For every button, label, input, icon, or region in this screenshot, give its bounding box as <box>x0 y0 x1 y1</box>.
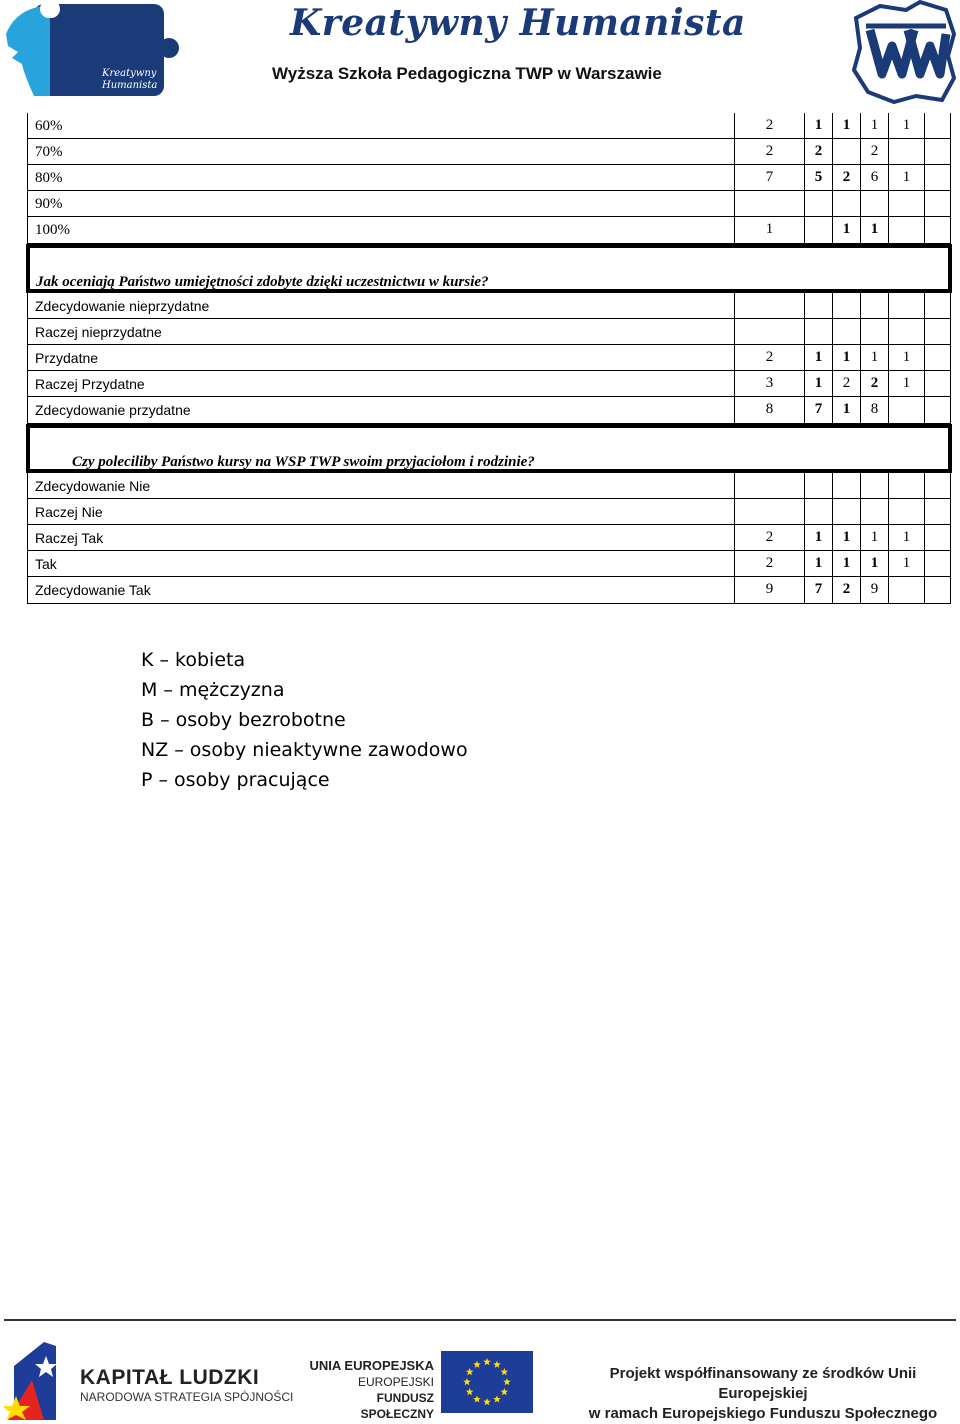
table-cell <box>888 577 924 603</box>
row-label: Tak <box>35 556 57 572</box>
table-row <box>27 165 951 191</box>
table-cell <box>924 113 951 138</box>
table-cell <box>924 165 951 190</box>
table-cell: 2 <box>832 165 860 190</box>
table-cell: 7 <box>734 165 804 190</box>
table-cell <box>832 293 860 318</box>
footer-divider <box>4 1319 956 1321</box>
table-cell: 1 <box>888 113 924 138</box>
table-cell <box>804 473 832 498</box>
table-cell: 5 <box>804 165 832 190</box>
table-cell <box>860 473 888 498</box>
survey-results-table <box>27 113 951 604</box>
page-header <box>0 0 960 110</box>
eu-flag-icon <box>441 1351 533 1413</box>
row-cells <box>734 345 951 370</box>
table-cell: 2 <box>734 525 804 550</box>
table-row <box>27 551 951 577</box>
table-cell <box>734 293 804 318</box>
project-line-2: w ramach Europejskiego Funduszu Społecznego <box>588 1405 938 1422</box>
table-cell <box>924 139 951 164</box>
table-cell <box>860 191 888 216</box>
table-cell: 2 <box>860 139 888 164</box>
table-cell: 1 <box>860 217 888 243</box>
row-label: 70% <box>35 144 63 160</box>
table-cell <box>924 525 951 550</box>
table-cell <box>888 473 924 498</box>
legend-item-m: M – mężczyzna <box>141 679 285 701</box>
table-cell: 1 <box>832 113 860 138</box>
table-cell <box>888 397 924 423</box>
table-row <box>27 139 951 165</box>
table-row <box>27 345 951 371</box>
row-label: Przydatne <box>35 350 99 366</box>
twp-poland-map-logo <box>850 0 958 106</box>
table-row <box>27 191 951 217</box>
question-row <box>26 244 952 293</box>
table-cell: 1 <box>888 165 924 190</box>
row-cells <box>734 319 951 344</box>
kapital-ludzki-title: KAPITAŁ LUDZKI <box>80 1366 260 1389</box>
table-cell: 1 <box>832 345 860 370</box>
header-title: Kreatywny Humanista <box>290 2 746 44</box>
row-cells <box>734 499 951 524</box>
table-cell: 1 <box>832 397 860 423</box>
table-cell: 2 <box>860 371 888 396</box>
table-cell <box>860 319 888 344</box>
row-cells <box>734 293 951 318</box>
table-cell <box>804 499 832 524</box>
row-label: Raczej nieprzydatne <box>35 324 162 340</box>
table-cell: 1 <box>832 217 860 243</box>
table-row <box>27 319 951 345</box>
logo-text-line1: Kreatywny <box>102 68 157 79</box>
table-cell <box>804 217 832 243</box>
row-cells <box>734 577 951 603</box>
legend-item-b: B – osoby bezrobotne <box>141 709 346 731</box>
header-subtitle: Wyższa Szkoła Pedagogiczna TWP w Warszawie <box>272 64 662 83</box>
table-cell <box>832 473 860 498</box>
table-cell: 1 <box>734 217 804 243</box>
table-cell: 1 <box>888 345 924 370</box>
table-cell: 1 <box>804 345 832 370</box>
row-label: Zdecydowanie Nie <box>35 478 151 494</box>
table-cell: 1 <box>804 525 832 550</box>
table-cell: 2 <box>804 139 832 164</box>
table-cell: 6 <box>860 165 888 190</box>
table-cell: 1 <box>860 525 888 550</box>
row-label: Raczej Tak <box>35 530 104 546</box>
table-cell: 1 <box>860 345 888 370</box>
row-label: 80% <box>35 170 63 186</box>
table-row <box>27 525 951 551</box>
kapital-ludzki-subtitle: NARODOWA STRATEGIA SPÓJNOŚCI <box>80 1390 294 1404</box>
ue-efs-text <box>306 1358 434 1422</box>
row-label: Raczej Przydatne <box>35 376 145 392</box>
legend-item-nz: NZ – osoby nieaktywne zawodowo <box>141 739 468 761</box>
row-cells <box>734 371 951 396</box>
table-cell <box>734 499 804 524</box>
table-cell <box>832 499 860 524</box>
table-row <box>27 371 951 397</box>
table-cell <box>804 319 832 344</box>
table-cell <box>924 551 951 576</box>
table-cell: 1 <box>832 551 860 576</box>
table-cell: 8 <box>860 397 888 423</box>
row-label: 100% <box>35 222 70 238</box>
row-cells <box>734 139 951 164</box>
table-cell <box>888 319 924 344</box>
table-cell <box>888 139 924 164</box>
table-cell <box>734 473 804 498</box>
table-cell <box>832 191 860 216</box>
table-cell: 1 <box>888 525 924 550</box>
table-cell <box>924 293 951 318</box>
table-cell: 2 <box>734 113 804 138</box>
table-cell: 7 <box>804 397 832 423</box>
table-row <box>27 577 951 604</box>
table-cell: 7 <box>804 577 832 603</box>
legend-item-k: K – kobieta <box>141 649 246 671</box>
table-cell <box>888 217 924 243</box>
table-row <box>27 397 951 424</box>
row-cells <box>734 551 951 576</box>
legend <box>141 645 468 795</box>
row-label: Zdecydowanie Tak <box>35 582 151 598</box>
kreatywny-humanista-logo <box>4 4 180 96</box>
row-cells <box>734 191 951 216</box>
table-cell <box>924 577 951 603</box>
row-cells <box>734 473 951 498</box>
table-cell <box>832 139 860 164</box>
table-cell: 2 <box>734 551 804 576</box>
row-cells <box>734 113 951 138</box>
project-line-1: Projekt współfinansowany ze środków Unii Europejskiej <box>609 1365 917 1402</box>
table-cell <box>860 499 888 524</box>
row-cells <box>734 397 951 423</box>
table-cell <box>888 499 924 524</box>
table-cell: 1 <box>804 113 832 138</box>
question-text: Jak oceniają Państwo umiejętności zdobyte dzięki uczestnictwu w kursie? <box>36 274 489 290</box>
table-cell: 9 <box>860 577 888 603</box>
row-cells <box>734 525 951 550</box>
table-cell: 1 <box>832 525 860 550</box>
table-cell <box>860 293 888 318</box>
table-cell <box>924 499 951 524</box>
table-cell <box>924 345 951 370</box>
table-cell <box>924 371 951 396</box>
table-cell <box>924 319 951 344</box>
ue-line-3: FUNDUSZ SPOŁECZNY <box>360 1391 434 1421</box>
question-text: Czy poleciliby Państwo kursy na WSP TWP swoim przyjaciołom i rodzinie? <box>72 454 535 470</box>
table-cell <box>924 473 951 498</box>
table-cell <box>924 217 951 243</box>
ue-line-1: UNIA EUROPEJSKA <box>309 1358 434 1373</box>
table-cell <box>804 293 832 318</box>
legend-item-p: P – osoby pracujące <box>141 769 330 791</box>
table-cell: 1 <box>888 371 924 396</box>
project-cofinancing-text <box>566 1364 960 1424</box>
table-cell: 2 <box>734 345 804 370</box>
question-row <box>26 424 952 473</box>
table-cell: 2 <box>832 577 860 603</box>
table-cell <box>888 191 924 216</box>
table-cell: 2 <box>832 371 860 396</box>
row-label: 90% <box>35 196 63 212</box>
table-cell: 1 <box>804 371 832 396</box>
table-cell <box>924 397 951 423</box>
table-cell: 2 <box>734 139 804 164</box>
table-cell: 1 <box>860 113 888 138</box>
table-cell <box>832 319 860 344</box>
table-cell <box>734 319 804 344</box>
row-cells <box>734 165 951 190</box>
logo-text-line2: Humanista <box>102 80 158 91</box>
row-label: Zdecydowanie przydatne <box>35 402 191 418</box>
kapital-ludzki-logo <box>4 1336 64 1420</box>
table-cell: 8 <box>734 397 804 423</box>
table-cell: 1 <box>888 551 924 576</box>
row-label: Zdecydowanie nieprzydatne <box>35 298 210 314</box>
table-row <box>27 293 951 319</box>
table-row <box>27 499 951 525</box>
table-cell: 1 <box>804 551 832 576</box>
table-row <box>27 113 951 139</box>
row-label: 60% <box>35 118 63 134</box>
table-cell: 1 <box>860 551 888 576</box>
table-cell <box>734 191 804 216</box>
table-cell <box>888 293 924 318</box>
ue-line-2: EUROPEJSKI <box>357 1375 434 1389</box>
row-cells <box>734 217 951 243</box>
row-label: Raczej Nie <box>35 504 103 520</box>
table-cell <box>924 191 951 216</box>
table-cell <box>804 191 832 216</box>
table-cell: 3 <box>734 371 804 396</box>
table-cell: 9 <box>734 577 804 603</box>
table-row <box>27 217 951 244</box>
table-row <box>27 473 951 499</box>
